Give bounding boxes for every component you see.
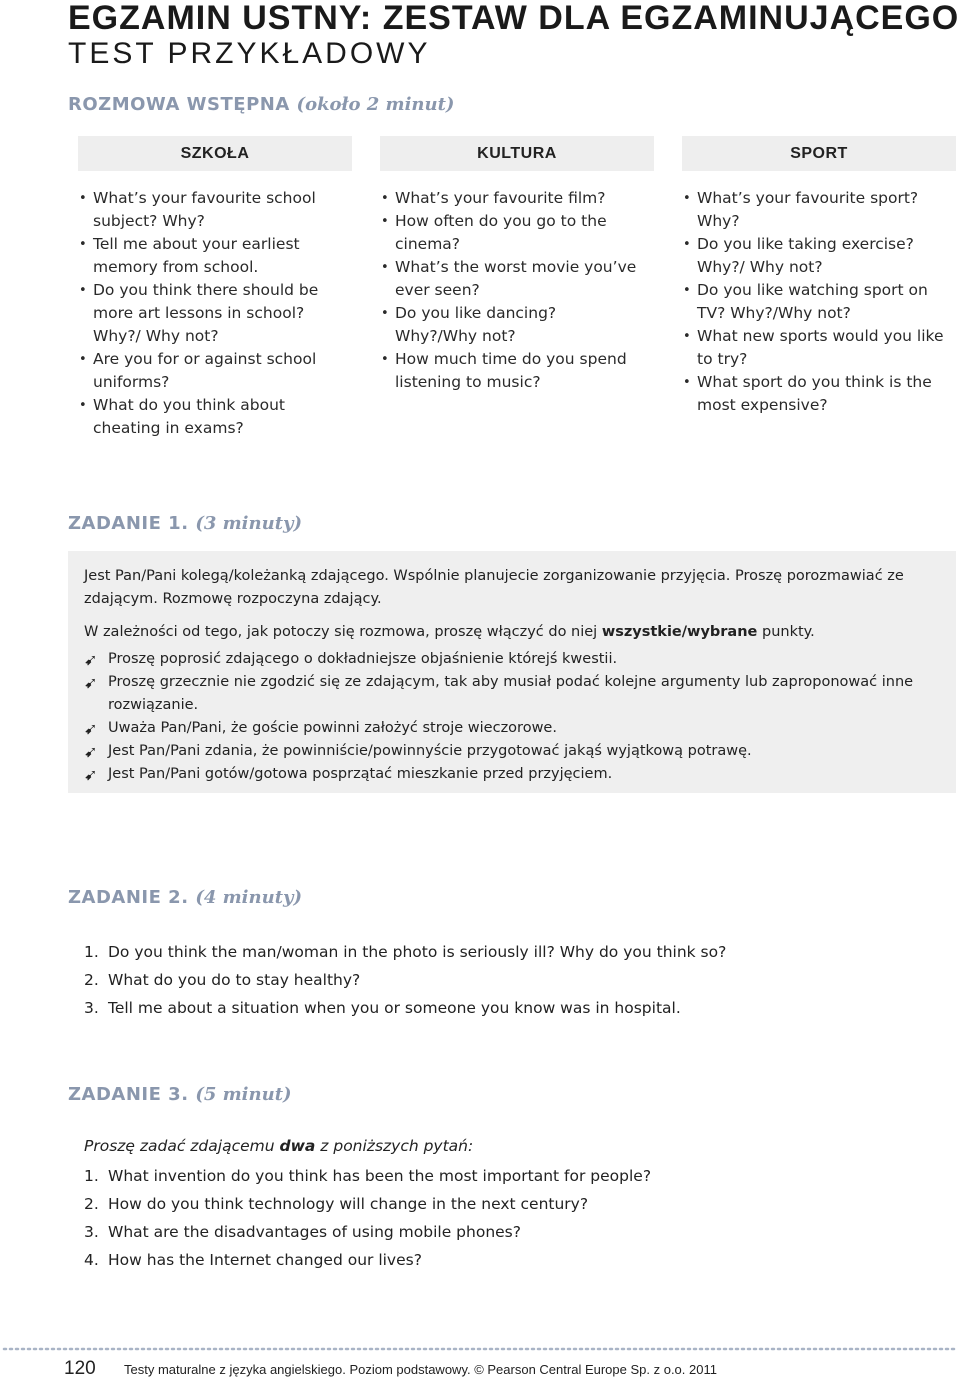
list-item	[84, 966, 944, 994]
instruction-text-end: punkty.	[757, 624, 815, 640]
instruction-text: Proszę zadać zdającemu	[84, 1137, 280, 1155]
footer-dotted-rule	[0, 1347, 960, 1351]
list-item	[84, 938, 944, 966]
instruction-emphasis: dwa	[279, 1137, 316, 1155]
question-text: What invention do you think has been the most important for people?	[108, 1167, 652, 1185]
question-list-szkola	[79, 187, 329, 440]
list-item	[84, 648, 914, 671]
list-item	[84, 1162, 944, 1190]
list-item: • How often do you go to the cinema?	[381, 210, 639, 256]
question-text: What do you do to stay healthy?	[108, 971, 361, 989]
list-item: • What new sports would you like to try?	[683, 325, 951, 371]
question-number: 1.	[84, 943, 99, 961]
list-item: • Do you like dancing? Why?/Why not?	[381, 302, 639, 348]
section-title: ROZMOWA WSTĘPNA	[68, 94, 290, 115]
column-header-kultura: KULTURA	[380, 136, 654, 171]
question-text: How has the Internet changed our lives?	[108, 1251, 422, 1269]
list-item	[84, 763, 914, 786]
task1-points	[84, 648, 914, 786]
pointing-arrow-icon: ➹	[84, 765, 98, 784]
list-item: • Do you think there should be more art lessons in school? Why?/ Why not?	[79, 279, 329, 348]
page-number: 120	[64, 1358, 96, 1379]
question-text: How do you think technology will change in the next century?	[108, 1195, 589, 1213]
list-item	[84, 1190, 944, 1218]
question-number: 2.	[84, 1195, 99, 1213]
section-time-note: (około 2 minut)	[296, 94, 455, 115]
point-text: Jest Pan/Pani gotów/gotowa posprzątać mieszkanie przed przyjęciem.	[108, 766, 613, 782]
task2-questions	[84, 938, 944, 1022]
section-heading-intro	[68, 94, 454, 115]
task3-instruction	[84, 1137, 473, 1155]
list-item: • What’s your favourite film?	[381, 187, 639, 210]
list-item: • How much time do you spend listening to music?	[381, 348, 639, 394]
point-text: Proszę poprosić zdającego o dokładniejsze objaśnienie którejś kwestii.	[108, 651, 618, 667]
section-time-note: (4 minuty)	[195, 887, 302, 908]
pointing-arrow-icon: ➹	[84, 719, 98, 738]
task3-questions	[84, 1162, 944, 1274]
point-text: Jest Pan/Pani zdania, że powinniście/powinnyście przygotować jakąś wyjątkową potrawę.	[108, 743, 752, 759]
list-item: • Tell me about your earliest memory from school.	[79, 233, 329, 279]
instruction-emphasis: wszystkie/wybrane	[601, 624, 758, 640]
question-number: 2.	[84, 971, 99, 989]
section-heading-task3	[68, 1084, 292, 1105]
list-item: • What’s your favourite school subject? Why?	[79, 187, 329, 233]
pointing-arrow-icon: ➹	[84, 650, 98, 669]
list-item: • Are you for or against school uniforms?	[79, 348, 329, 394]
question-number: 4.	[84, 1251, 99, 1269]
question-list-kultura	[381, 187, 639, 394]
instruction-text-end: z poniższych pytań:	[315, 1137, 474, 1155]
question-text: Do you think the man/woman in the photo is seriously ill? Why do you think so?	[108, 943, 727, 961]
list-item: • What’s your favourite sport? Why?	[683, 187, 951, 233]
list-item	[84, 740, 914, 763]
column-header-sport: SPORT	[682, 136, 956, 171]
list-item: • What sport do you think is the most expensive?	[683, 371, 951, 417]
list-item: • Do you like watching sport on TV? Why?/Why not?	[683, 279, 951, 325]
question-number: 1.	[84, 1167, 99, 1185]
question-number: 3.	[84, 999, 99, 1017]
column-header-szkola: SZKOŁA	[78, 136, 352, 171]
section-time-note: (3 minuty)	[195, 513, 302, 534]
section-title: ZADANIE 1.	[68, 513, 189, 534]
list-item	[84, 1218, 944, 1246]
question-text: What are the disadvantages of using mobile phones?	[108, 1223, 521, 1241]
section-title: ZADANIE 2.	[68, 887, 189, 908]
question-text: Tell me about a situation when you or someone you know was in hospital.	[108, 999, 681, 1017]
footer-text: Testy maturalne z języka angielskiego. Poziom podstawowy. © Pearson Central Europe Sp. z o.o. 2011	[124, 1362, 717, 1377]
list-item: • What do you think about cheating in exams?	[79, 394, 329, 440]
list-item	[84, 1246, 944, 1274]
page-title: EGZAMIN USTNY: ZESTAW DLA EGZAMINUJĄCEGO	[68, 0, 960, 37]
list-item	[84, 717, 914, 740]
task1-scenario: Jest Pan/Pani kolegą/koleżanką zdającego. Wspólnie planujecie zorganizowanie przyjęcia. Proszę porozmawiać ze zdającym. Rozmowę rozpoczyna zdający.	[84, 568, 904, 607]
pointing-arrow-icon: ➹	[84, 742, 98, 761]
task1-instruction	[84, 621, 934, 644]
section-heading-task1	[68, 513, 302, 534]
point-text: Uważa Pan/Pani, że goście powinni założyć stroje wieczorowe.	[108, 720, 557, 736]
section-heading-task2	[68, 887, 302, 908]
question-list-sport	[683, 187, 951, 417]
question-number: 3.	[84, 1223, 99, 1241]
list-item: • What’s the worst movie you’ve ever seen?	[381, 256, 639, 302]
point-text: Proszę grzecznie nie zgodzić się ze zdającym, tak aby musiał podać kolejne argumenty lub zaproponować inne rozwiązanie.	[108, 674, 914, 713]
section-time-note: (5 minut)	[195, 1084, 292, 1105]
task1-box	[68, 551, 956, 793]
list-item	[84, 671, 914, 717]
section-title: ZADANIE 3.	[68, 1084, 189, 1105]
list-item	[84, 994, 944, 1022]
list-item: • Do you like taking exercise? Why?/ Why not?	[683, 233, 951, 279]
pointing-arrow-icon: ➹	[84, 673, 98, 692]
instruction-text: W zależności od tego, jak potoczy się rozmowa, proszę włączyć do niej	[84, 624, 602, 640]
page-subtitle: TEST PRZYKŁADOWY	[68, 37, 431, 70]
